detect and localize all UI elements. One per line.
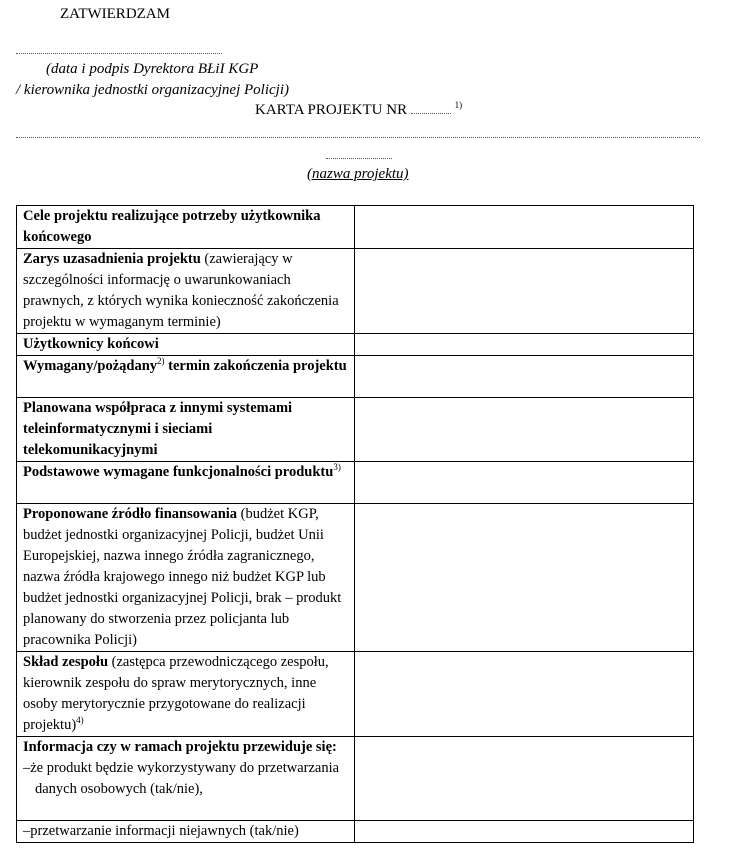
row-label-bold: Proponowane źródło finansowania [23,506,238,522]
row-label-normal: (zawierający w szczególności informację o uwarunkowaniach prawnych, z których wynika konieczność zakończenia projektu w wymaganym terminie) [23,251,339,330]
signature-dotted-line [16,53,222,54]
row-label-bold: Cele projektu realizujące potrzeby użytkownika końcowego [23,208,321,245]
row-label [17,249,355,334]
row-label-normal: (budżet KGP, budżet jednostki organizacyjnej Policji, budżet Unii Europejskiej, nazwa innego źródła zagranicznego, nazwa źródła krajowego innego niż budżet KGP lub budżet jednostki organizacyjnej Policji, brak – produkt planowany do stworzenia przez policjanta lub pracownika Policji) [23,506,342,648]
project-card-table [16,205,694,843]
row-label [17,504,355,652]
table-row [17,398,694,462]
row-label-normal: (zastępca przewodniczącego zespołu, kierownik zespołu do spraw merytorycznych, inne osoby merytorycznie przygotowane do realizacji projektu) [23,654,329,733]
row-label [17,821,355,843]
row-label-bold: Użytkownicy końcowi [23,336,159,352]
row-label [17,334,355,356]
signature-caption-line1: (data i podpis Dyrektora BŁiI KGP [46,61,259,77]
table-row [17,821,694,843]
project-name-label: (nazwa projektu) [307,166,409,182]
table-row [17,737,694,821]
row-label [17,356,355,398]
row-value-cell[interactable] [355,504,694,652]
row-label [17,737,355,821]
row-label [17,462,355,504]
row-value-cell[interactable] [355,356,694,398]
table-row [17,249,694,334]
table-row [17,206,694,249]
row-value-cell[interactable] [355,206,694,249]
row-label-footnote: 2) [157,356,165,367]
row-label-bold: Planowana współpraca z innymi systemami teleinformatycznymi i sieciami telekomunikacyjnymi [23,400,293,458]
row-value-cell[interactable] [355,821,694,843]
row-label-footnote: 4) [76,715,84,726]
info-row-item-classified: –przetwarzanie informacji niejawnych (tak/nie) [23,823,299,839]
project-name-dotted-line [16,137,700,138]
row-value-cell[interactable] [355,737,694,821]
row-label-bold: Podstawowe wymagane funkcjonalności produktu [23,464,334,480]
row-value-cell[interactable] [355,398,694,462]
approve-label: ZATWIERDZAM [60,6,170,22]
info-row-item-personal-data: –że produkt będzie wykorzystywany do przetwarzania danych osobowych (tak/nie), [23,760,340,797]
row-label [17,652,355,737]
row-value-cell[interactable] [355,462,694,504]
row-label-bold: Skład zespołu [23,654,109,670]
card-number-dots [411,103,451,114]
table-row [17,652,694,737]
row-label [17,206,355,249]
card-title-text: KARTA PROJEKTU NR [255,102,408,118]
card-title-footnote: 1) [454,100,463,110]
table-row [17,356,694,398]
row-label-bold: Zarys uzasadnienia projektu [23,251,201,267]
table-row [17,334,694,356]
project-name-short-dots [326,158,392,159]
table-row [17,504,694,652]
signature-caption-line2: / kierownika jednostki organizacyjnej Policji) [16,82,289,98]
info-row-bold: Informacja czy w ramach projektu przewiduje się: [23,739,337,755]
row-label-footnote: 3) [333,462,341,473]
row-label [17,398,355,462]
row-label-bold: Wymagany/pożądany [23,358,158,374]
row-value-cell[interactable] [355,652,694,737]
table-row [17,462,694,504]
card-title [255,102,462,119]
row-value-cell[interactable] [355,334,694,356]
row-value-cell[interactable] [355,249,694,334]
row-label-bold-after: termin zakończenia projektu [164,358,347,374]
